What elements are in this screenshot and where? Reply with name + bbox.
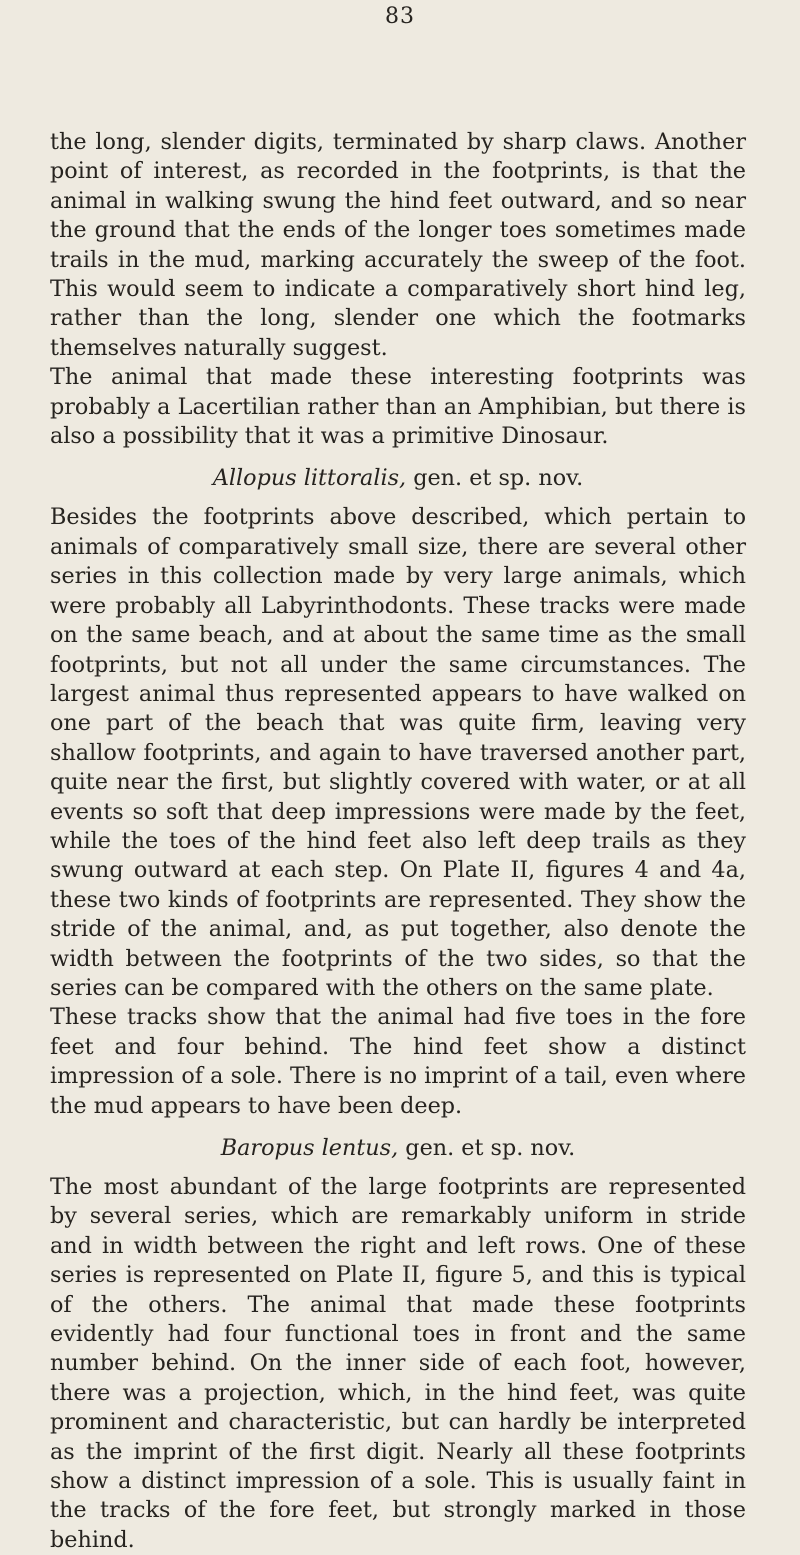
- species-name-baropus: Baropus lentus,: [220, 1135, 399, 1161]
- species-suffix-allopus: gen. et sp. nov.: [413, 465, 584, 492]
- page-number: 83: [385, 4, 415, 29]
- species-suffix-baropus: gen. et sp. nov.: [405, 1135, 576, 1161]
- paragraph-allopus-1: Besides the footprints above described, which pertain to animals of comparatively small size, there are several other series in this collection made by very large animals, which were probably all Labyrinthodonts. These tracks were made on the same beach, and at about the same time as the small footprints, but not all under the same circumstances. The largest animal thus represented appears to have walked on one part of the beach that was quite firm, leaving very shallow footprints, and again to have traversed another part, quite near the first, but slightly covered with water, or at all events so soft that deep impressions were made by the feet, while the toes of the hind feet also left deep trails as they swung outward at each step. On Plate II, figures 4 and 4a, these two kinds of footprints are represented. They show the stride of the animal, and, as put together, also denote the width between the footprints of the two sides, so that the series can be compared with the others on the same plate.: [50, 504, 746, 1001]
- section-heading-baropus: [50, 1134, 746, 1162]
- paragraph-continuation: the long, slender digits, terminated by sharp claws. Another point of interest, as recorded in the footprints, is that the animal in walking swung the hind feet outward, and so near the ground that the ends of the longer toes sometimes made trails in the mud, marking accurately the sweep of the foot. This would seem to indicate a comparatively short hind leg, rather than the long, slender one which the footmarks themselves naturally suggest.: [50, 129, 746, 361]
- species-name-allopus: Allopus littoralis,: [212, 465, 407, 492]
- paragraph-baropus-1: The most abundant of the large footprints are represented by several series, which are remarkably uniform in stride and in width between the right and left rows. One of these series is represented on Plate II, figure 5, and this is typical of the others. The animal that made these footprints evidently had four functional toes in front and the same number behind. On the inner side of each foot, however, there was a projection, which, in the hind feet, was quite prominent and characteristic, but can hardly be interpreted as the imprint of the first digit. Nearly all these footprints show a distinct impression of a sole. This is usually faint in the tracks of the fore feet, but strongly marked in those behind.: [50, 1174, 746, 1553]
- section-heading-allopus: [50, 464, 746, 492]
- body-text: [50, 128, 746, 1555]
- paragraph-allopus-2: These tracks show that the animal had five toes in the fore feet and four behind. The hind feet show a distinct impression of a sole. There is no imprint of a tail, even where the mud appears to have been deep.: [50, 1004, 746, 1119]
- paragraph-animal-identity: The animal that made these interesting footprints was probably a Lacertilian rather than an Amphibian, but there is also a possibility that it was a primitive Dinosaur.: [50, 364, 746, 450]
